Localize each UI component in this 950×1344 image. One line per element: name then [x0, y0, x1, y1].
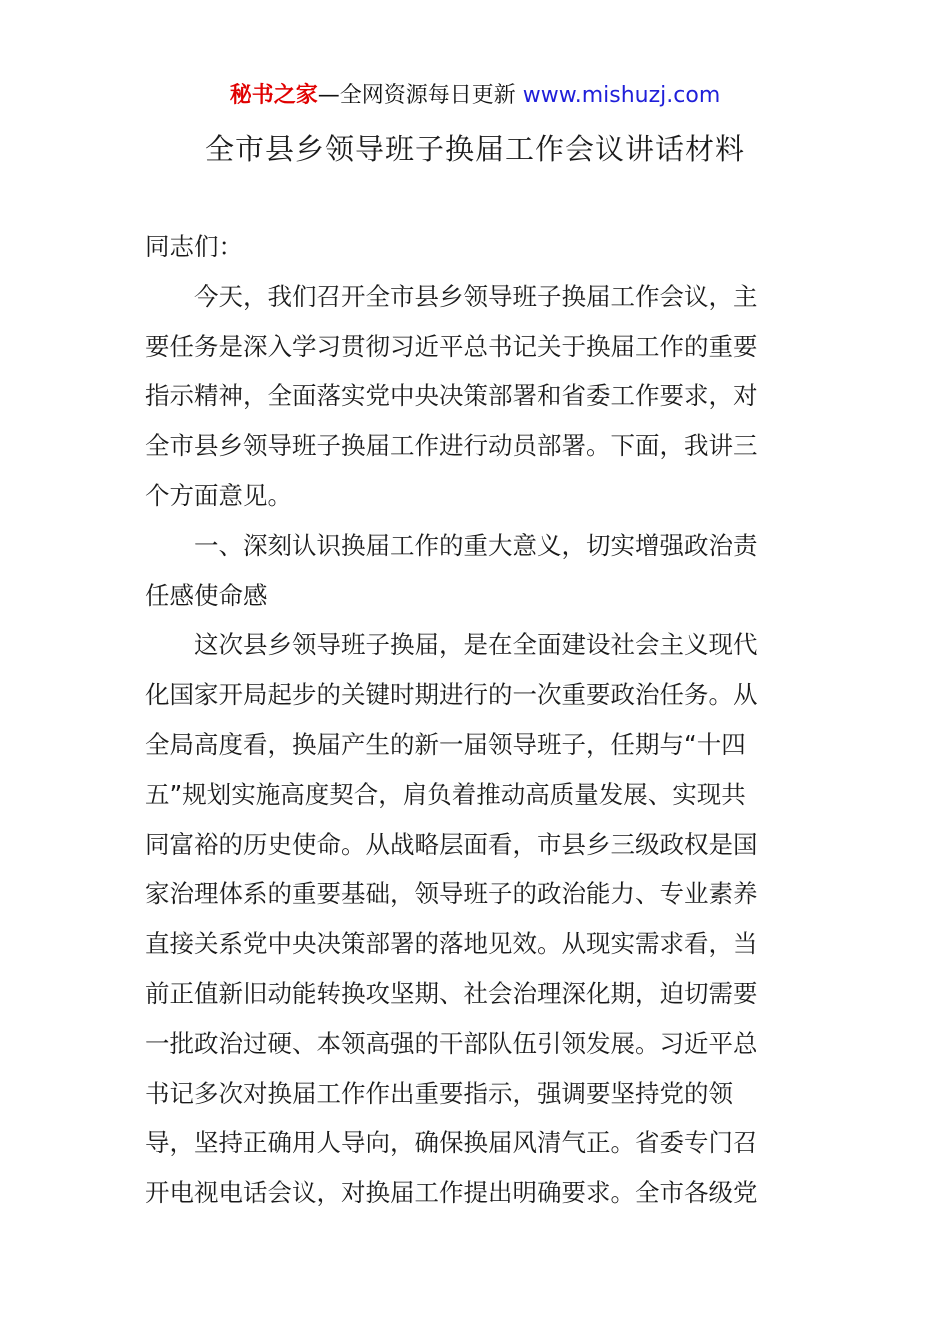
paragraph-line: 导，坚持正确用人导向，确保换届风清气正。省委专门召: [145, 1128, 758, 1158]
header-tagline: —全网资源每日更新: [317, 83, 523, 108]
paragraph-line: 直接关系党中央决策部署的落地见效。从现实需求看，当: [145, 929, 758, 959]
paragraph-line: 一批政治过硬、本领高强的干部队伍引领发展。习近平总: [145, 1028, 758, 1058]
paragraph-line: 指示精神，全面落实党中央决策部署和省委工作要求，对: [145, 381, 758, 411]
paragraph-line: 开电视电话会议，对换届工作提出明确要求。全市各级党: [145, 1178, 758, 1208]
paragraph-line: 全市县乡领导班子换届工作进行动员部署。下面，我讲三: [145, 431, 758, 461]
paragraph-line: 同富裕的历史使命。从战略层面看，市县乡三级政权是国: [145, 829, 758, 859]
paragraph-line: 全局高度看，换届产生的新一届领导班子，任期与“十四: [145, 729, 746, 759]
brand-name: 秘书之家: [229, 83, 318, 108]
site-header: [0, 80, 950, 112]
paragraph-line: 家治理体系的重要基础，领导班子的政治能力、专业素养: [145, 879, 758, 909]
section-heading-line: 任感使命感: [145, 580, 268, 610]
paragraph-line: 书记多次对换届工作作出重要指示，强调要坚持党的领: [145, 1078, 733, 1108]
paragraph-line: 化国家开局起步的关键时期进行的一次重要政治任务。从: [145, 680, 758, 710]
paragraph-line: 要任务是深入学习贯彻习近平总书记关于换届工作的重要: [145, 331, 758, 361]
paragraph-line: 前正值新旧动能转换攻坚期、社会治理深化期，迫切需要: [145, 978, 758, 1008]
site-url-link[interactable]: www.mishuzj.com: [522, 83, 721, 108]
paragraph-line: 五”规划实施高度契合，肩负着推动高质量发展、实现共: [145, 779, 746, 809]
document-body: [145, 222, 809, 1218]
paragraph-line: 个方面意见。: [145, 480, 292, 510]
salutation: 同志们：: [145, 232, 243, 261]
paragraph-line: 这次县乡领导班子换届，是在全面建设社会主义现代: [194, 630, 758, 660]
paragraph-line: 今天，我们召开全市县乡领导班子换届工作会议，主: [194, 281, 758, 311]
document-title: 全市县乡领导班子换届工作会议讲话材料: [204, 132, 745, 166]
section-heading-line: 一、深刻认识换届工作的重大意义，切实增强政治责: [194, 530, 758, 560]
